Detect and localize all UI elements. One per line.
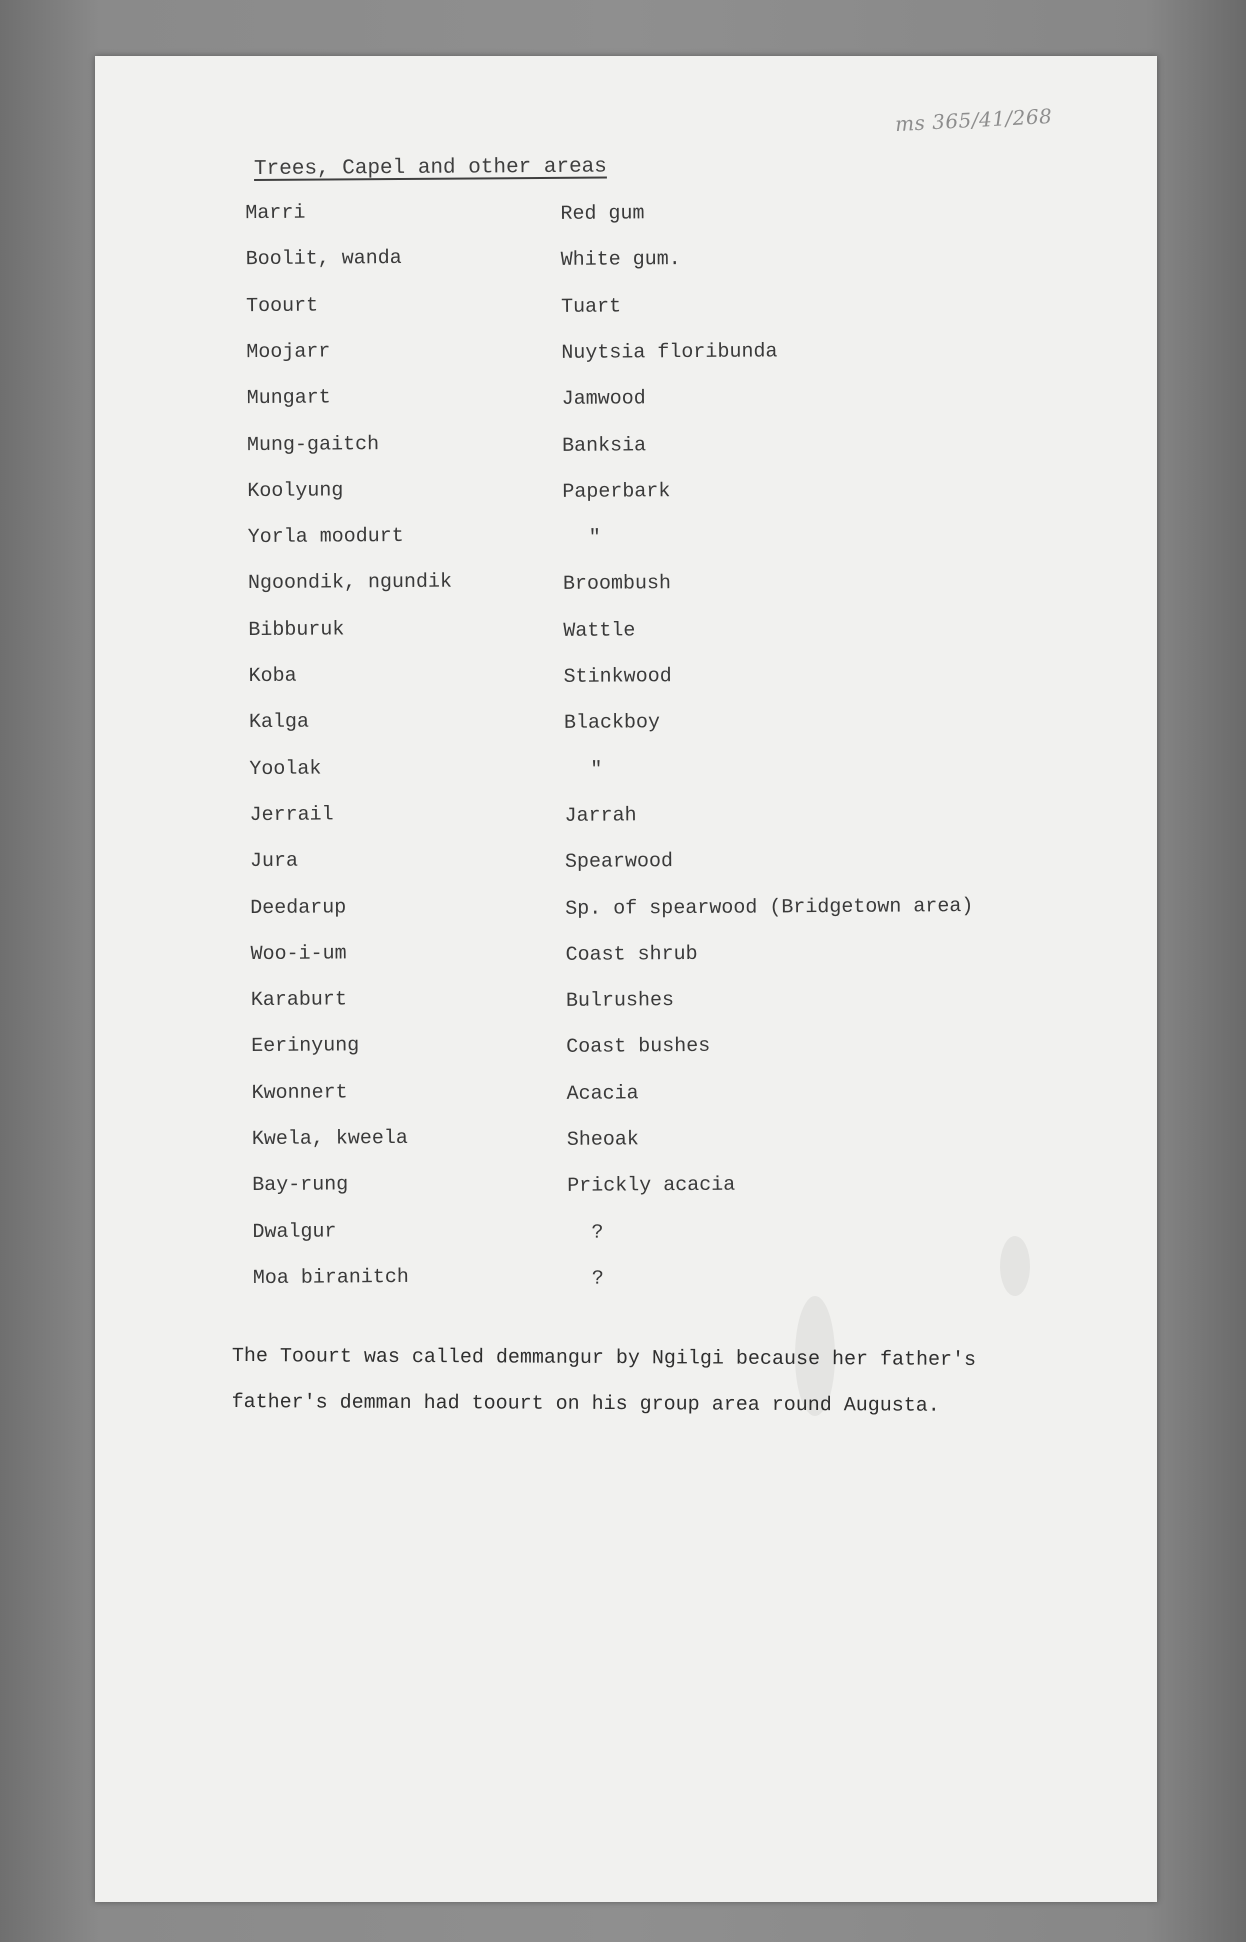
english-name: Bulrushes bbox=[565, 989, 675, 1013]
native-name: Kwela, kweela bbox=[251, 1126, 408, 1152]
native-name: Karaburt bbox=[250, 988, 347, 1013]
list-row bbox=[96, 285, 1158, 322]
native-name: Bibburuk bbox=[248, 618, 345, 642]
native-name: Moa biranitch bbox=[252, 1265, 409, 1290]
native-name: Moojarr bbox=[246, 340, 331, 364]
list-row bbox=[100, 841, 1162, 878]
english-name: Spearwood bbox=[564, 850, 674, 875]
native-name: Deedarup bbox=[250, 895, 347, 920]
english-name: Jarrah bbox=[564, 804, 637, 828]
native-name: Bay-rung bbox=[252, 1173, 349, 1198]
english-name: Red gum bbox=[560, 202, 645, 226]
english-name: Jamwood bbox=[561, 387, 646, 412]
english-name: White gum. bbox=[560, 248, 681, 273]
native-name: Mung-gaitch bbox=[246, 432, 380, 457]
list-row bbox=[95, 193, 1157, 230]
list-row bbox=[101, 980, 1163, 1017]
list-row bbox=[102, 1165, 1164, 1202]
paper-blemish bbox=[795, 1296, 835, 1416]
list-row bbox=[102, 1119, 1164, 1156]
list-row bbox=[100, 795, 1162, 832]
english-name: Prickly acacia bbox=[567, 1173, 736, 1199]
list-row bbox=[101, 1026, 1163, 1063]
native-name: Ngoondik, ngundik bbox=[247, 571, 453, 596]
paper-blemish bbox=[1000, 1236, 1030, 1296]
english-name: Paperbark bbox=[562, 479, 671, 504]
typescript-page bbox=[95, 56, 1157, 1902]
english-name: Wattle bbox=[563, 619, 636, 643]
tree-names-list bbox=[94, 50, 1169, 1903]
native-name: Woo-i-um bbox=[250, 942, 347, 966]
english-name: Coast bushes bbox=[566, 1035, 711, 1060]
list-row bbox=[100, 933, 1162, 970]
native-name: Marri bbox=[245, 201, 306, 226]
native-name: Yoolak bbox=[249, 757, 322, 781]
english-name: Sheoak bbox=[566, 1128, 639, 1152]
list-row bbox=[97, 378, 1159, 415]
native-name: Boolit, wanda bbox=[245, 247, 402, 272]
native-name: Koba bbox=[248, 664, 297, 689]
english-name: Nuytsia floribunda bbox=[561, 340, 778, 365]
list-row bbox=[101, 1072, 1163, 1109]
english-name: " bbox=[590, 758, 603, 782]
english-name: ? bbox=[591, 1221, 604, 1245]
list-row bbox=[99, 748, 1161, 785]
list-row bbox=[98, 517, 1160, 554]
english-name: Banksia bbox=[561, 433, 647, 458]
native-name: Toourt bbox=[245, 294, 319, 318]
page-heading: Trees, Capel and other areas bbox=[253, 155, 607, 181]
native-name: Eerinyung bbox=[251, 1034, 360, 1059]
list-row bbox=[99, 656, 1161, 693]
native-name: Jura bbox=[249, 849, 299, 874]
list-row bbox=[98, 609, 1160, 646]
english-name: Stinkwood bbox=[563, 665, 672, 689]
english-name: Acacia bbox=[566, 1082, 639, 1106]
footnote-line: father's demman had toourt on his group area round Augusta. bbox=[231, 1390, 940, 1418]
english-name: " bbox=[588, 526, 601, 550]
english-name: Blackboy bbox=[563, 711, 661, 736]
english-name: Tuart bbox=[560, 295, 622, 319]
list-row bbox=[96, 332, 1158, 369]
footnote-line: The Toourt was called demmangur by Ngilgi because her father's bbox=[231, 1344, 977, 1372]
english-name: Sp. of spearwood (Bridgetown area) bbox=[565, 894, 974, 921]
footnote-paragraph bbox=[232, 1334, 1112, 1431]
shelfmark-annotation: ms 365/41/268 bbox=[894, 103, 1053, 137]
list-row bbox=[97, 424, 1159, 461]
native-name: Kalga bbox=[248, 710, 310, 735]
english-name: Coast shrub bbox=[565, 942, 698, 967]
native-name: Kwonnert bbox=[251, 1081, 348, 1105]
native-name: Koolyung bbox=[247, 479, 344, 503]
list-row bbox=[100, 887, 1162, 924]
native-name: Dwalgur bbox=[252, 1220, 337, 1244]
english-name: Broombush bbox=[562, 572, 672, 597]
native-name: Mungart bbox=[246, 386, 331, 411]
native-name: Yorla moodurt bbox=[247, 525, 404, 550]
list-row bbox=[97, 470, 1159, 507]
list-row bbox=[98, 563, 1160, 600]
english-name: ? bbox=[591, 1267, 604, 1291]
native-name: Jerrail bbox=[249, 803, 334, 827]
list-row bbox=[96, 239, 1158, 276]
list-row bbox=[99, 702, 1161, 739]
